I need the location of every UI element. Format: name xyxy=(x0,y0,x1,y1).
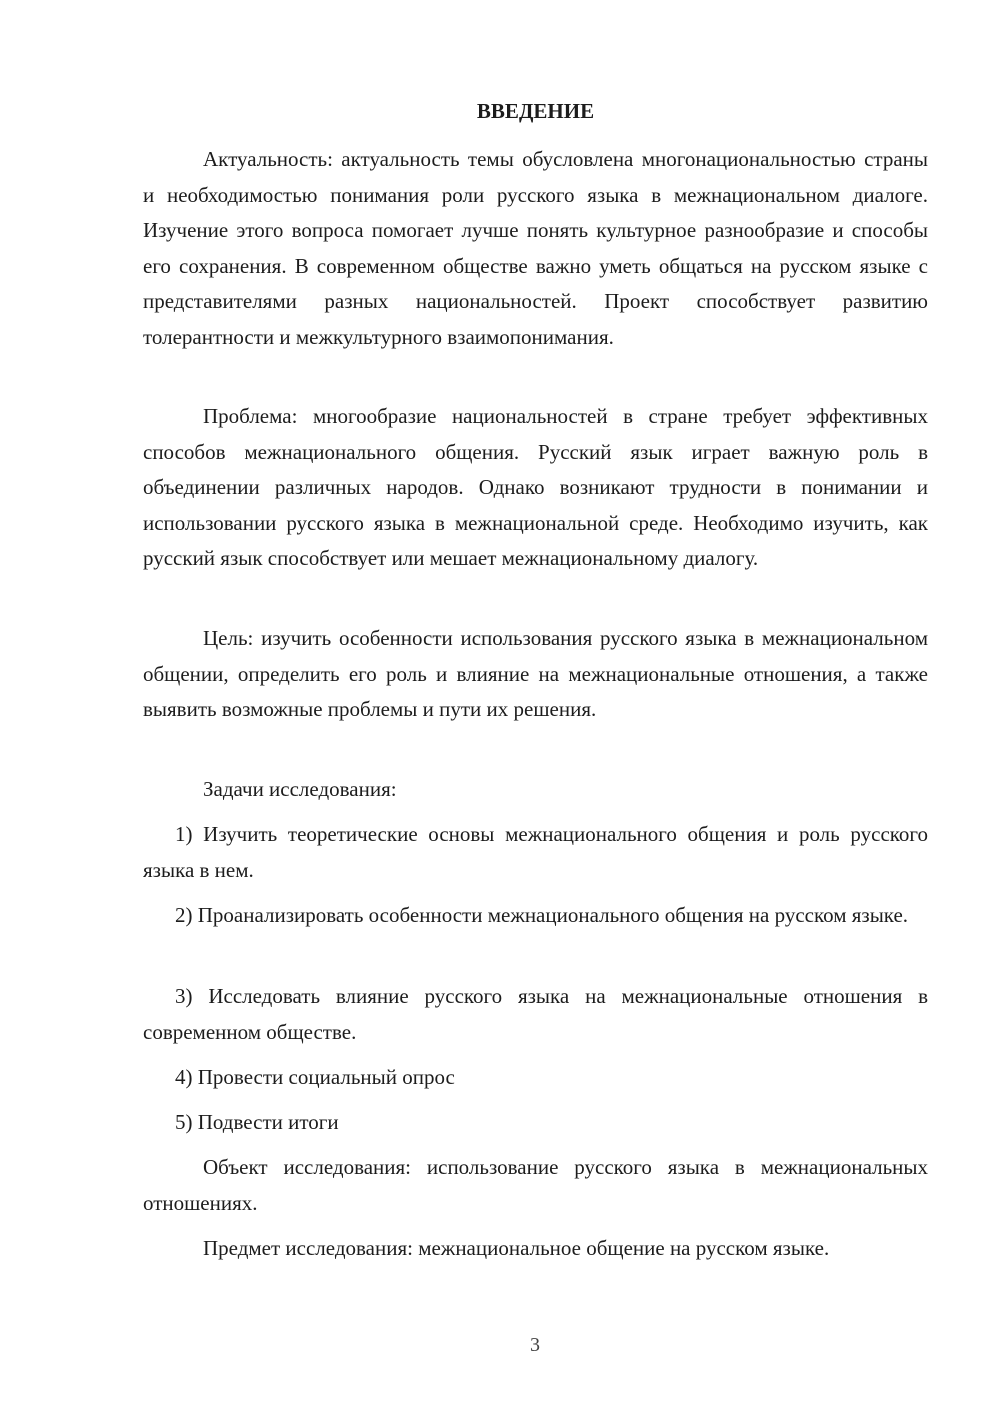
task-item-4: 4) Провести социальный опрос xyxy=(175,1065,455,1089)
page-number: 3 xyxy=(530,1334,540,1356)
section-title: ВВЕДЕНИЕ xyxy=(476,99,595,123)
task-item-1: 1) Изучить теоретические основы межнационального общения и роль русского языка в нем. xyxy=(143,822,928,882)
task-item-2: 2) Проанализировать особенности межнационального общения на русском языке. xyxy=(175,903,909,927)
task-item-5: 5) Подвести итоги xyxy=(175,1110,339,1134)
paragraph-object: Объект исследования: использование русского языка в межнациональных отношениях. xyxy=(143,1155,928,1215)
paragraph-actuality: Актуальность: актуальность темы обусловлена многонациональностью страны и необходимостью понимания роли русского языка в межнациональном диалоге. Изучение этого вопроса помогает лучше понять культурное разнообразие и способы его сохранения. В современном обществе важно уметь общаться на русском языке с представителями разных национальностей. Проект способствует развитию толерантности и межкультурного взаимопонимания. xyxy=(143,147,928,349)
tasks-heading: Задачи исследования: xyxy=(203,777,397,801)
paragraph-goal: Цель: изучить особенности использования русского языка в межнациональном общении, определить его роль и влияние на межнациональные отношения, а также выявить возможные проблемы и пути их решения. xyxy=(143,626,928,721)
paragraph-subject: Предмет исследования: межнациональное общение на русском языке. xyxy=(203,1236,830,1260)
task-item-3: 3) Исследовать влияние русского языка на межнациональные отношения в современном обществе. xyxy=(143,984,928,1044)
paragraph-problem: Проблема: многообразие национальностей в стране требует эффективных способов межнационального общения. Русский язык играет важную роль в объединении различных народов. Однако возникают трудности в понимании и использовании русского языка в межнациональной среде. Необходимо изучить, как русский язык способствует или мешает межнациональному диалогу. xyxy=(143,404,928,570)
